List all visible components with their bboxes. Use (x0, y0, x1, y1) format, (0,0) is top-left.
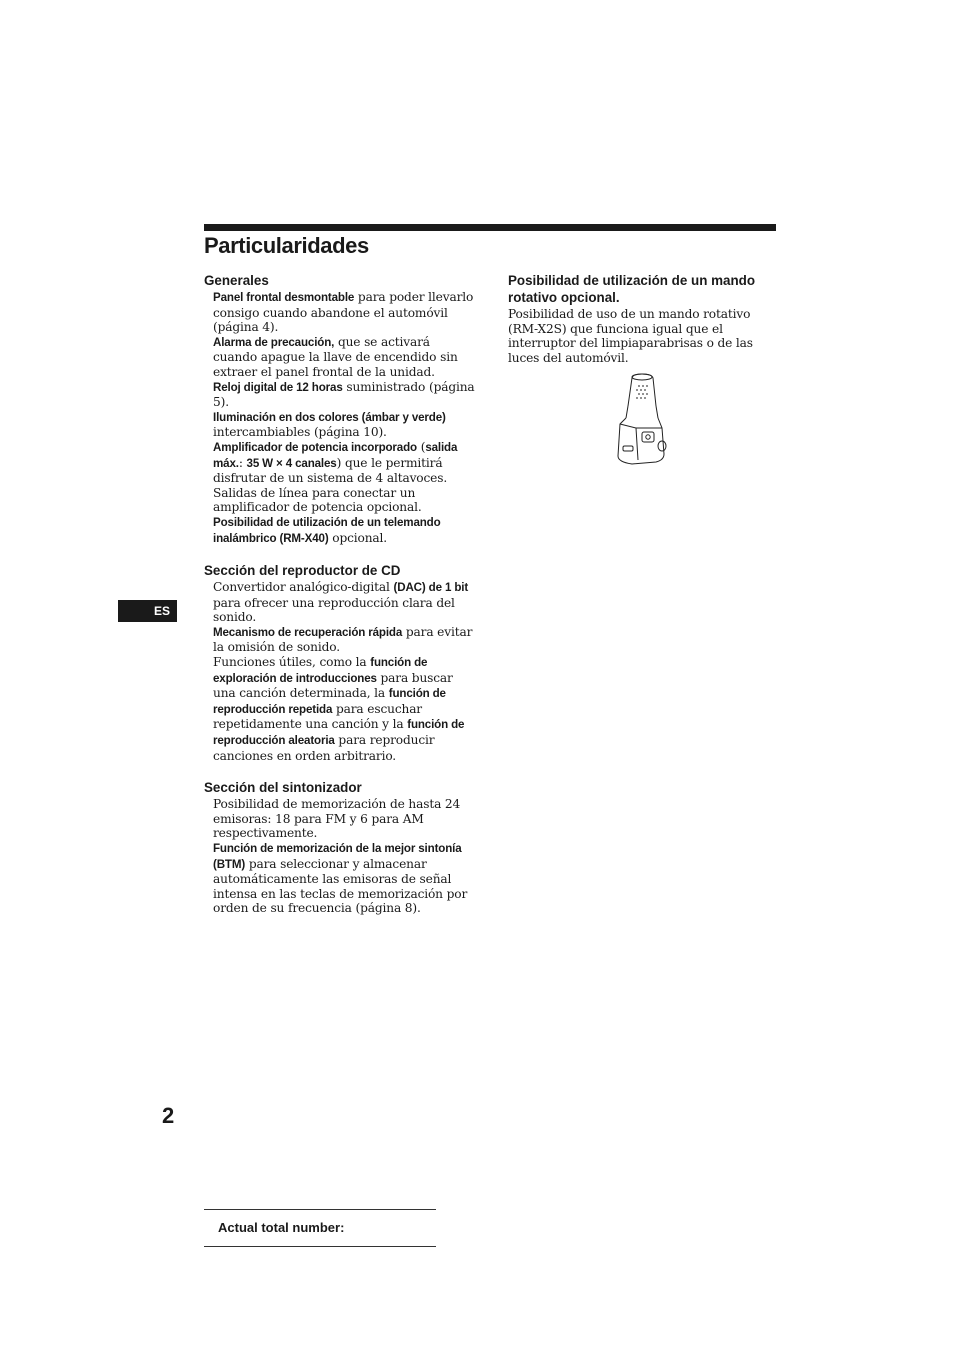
feature-item: Función de memorización de la mejor sintonía (BTM) para seleccionar y almacenar automáticamente las emisoras de señal intensa en las teclas de memorización por orden de su frecuencia (página 8). (213, 842, 468, 916)
footer-label: Actual total number: (218, 1220, 345, 1235)
section-generales (204, 272, 476, 546)
language-tab: ES (118, 600, 177, 622)
page-title: Particularidades (204, 233, 369, 258)
rotary-commander-icon (612, 372, 672, 466)
section-body (213, 290, 476, 546)
feature-item: Posibilidad de uso de un mando rotativo (RM-X2S) que funciona igual que el interruptor del limpiaparabrisas o de las luces del automóvil. (508, 307, 753, 365)
right-column (508, 272, 776, 365)
feature-item: Reloj digital de 12 horas suministrado (página 5). (213, 379, 475, 410)
title-rule (204, 224, 776, 231)
feature-item: Posibilidad de memorización de hasta 24 emisoras: 18 para FM y 6 para AM respectivamente. (213, 797, 461, 841)
section-tuner (204, 779, 476, 916)
section-body (213, 580, 476, 763)
section-heading: Generales (204, 273, 269, 288)
section-body (213, 797, 476, 916)
feature-item: Iluminación en dos colores (ámbar y verde) intercambiables (página 10). (213, 410, 446, 440)
feature-item: Posibilidad de utilización de un telemando inalámbrico (RM-X40) opcional. (213, 515, 441, 545)
section-heading: Sección del reproductor de CD (204, 563, 401, 579)
section-body (508, 307, 776, 365)
section-heading: Posibilidad de utilización de un mando rotativo opcional. (508, 273, 756, 305)
left-column (204, 272, 476, 916)
section-heading: Sección del sintonizador (204, 780, 362, 796)
feature-item: Alarma de precaución, que se activará cuando apague la llave de encendido sin extraer el panel frontal de la unidad. (213, 334, 458, 379)
feature-item: Mecanismo de recuperación rápida para evitar la omisión de sonido. (213, 624, 473, 655)
feature-item: Funciones útiles, como la función de exploración de introducciones para buscar una canción determinada, la función de reproducción repetida para escuchar repetidamente una canción y la función de reproducción aleatoria para reproducir canciones en orden arbitrario. (213, 655, 465, 763)
section-cd (204, 562, 476, 763)
page-number: 2 (162, 1103, 175, 1128)
feature-item: Panel frontal desmontable para poder llevarlo consigo cuando abandone el automóvil (página 4). (213, 290, 474, 335)
feature-item: Amplificador de potencia incorporado (salida máx.: 35 W × 4 canales) que le permitirá disfrutar de un sistema de 4 altavoces. (213, 439, 458, 486)
footer-box (204, 1209, 436, 1247)
feature-item: Convertidor analógico-digital (DAC) de 1 bit para ofrecer una reproducción clara del sonido. (213, 580, 469, 625)
section-rotary (508, 272, 776, 365)
feature-item: Salidas de línea para conectar un amplificador de potencia opcional. (213, 485, 422, 515)
